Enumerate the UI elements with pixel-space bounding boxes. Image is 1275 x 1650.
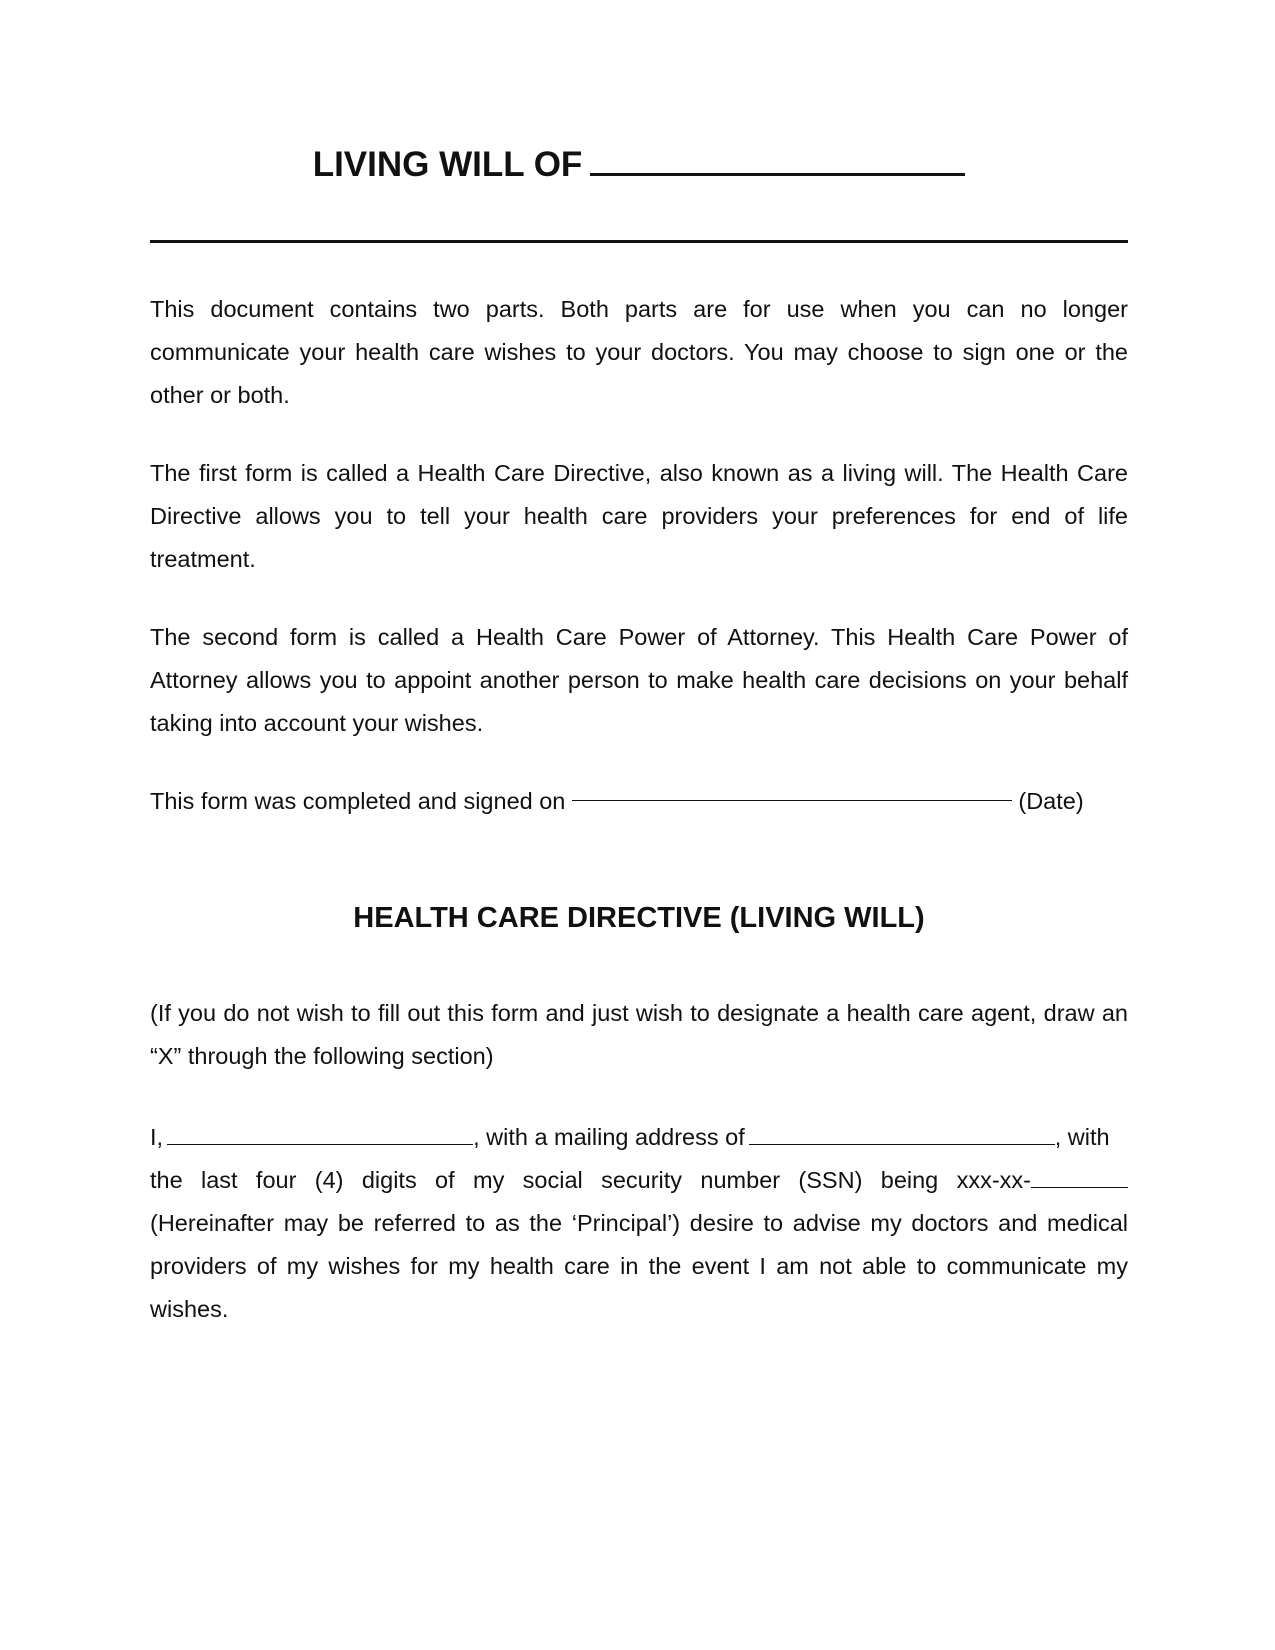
declaration-line-1 xyxy=(150,1116,1128,1159)
signed-date-suffix: (Date) xyxy=(1018,788,1084,814)
intro-paragraph-3: The second form is called a Health Care Power of Attorney. This Health Care Power of Attorney allows you to appoint another person to make health care decisions on your behalf taking into account your wishes. xyxy=(150,624,1128,736)
ssn-last-four-blank[interactable] xyxy=(1031,1167,1128,1188)
section-heading: HEALTH CARE DIRECTIVE (LIVING WILL) xyxy=(353,902,925,934)
intro-paragraph-1: This document contains two parts. Both parts are for use when you can no longer communicate your health care wishes to your doctors. You may choose to sign one or the other or both. xyxy=(150,296,1128,408)
declaration-i: I, xyxy=(150,1124,164,1150)
ssn-text: the last four (4) digits of my social security number (SSN) being xxx-xx- xyxy=(150,1167,1031,1193)
declaration-with: , with xyxy=(1054,1124,1110,1150)
signed-date-line xyxy=(150,780,1128,823)
document-title xyxy=(150,145,1128,185)
principal-name-blank[interactable] xyxy=(167,1124,473,1145)
document-title-text: LIVING WILL OF xyxy=(312,145,583,184)
title-divider xyxy=(150,240,1128,243)
intro-paragraph-2: The first form is called a Health Care Directive, also known as a living will. The Health Care Directive allows you to tell your health care providers your preferences for end of life treatment. xyxy=(150,460,1128,572)
principal-declaration xyxy=(150,1116,1128,1331)
directive-note: (If you do not wish to fill out this form and just wish to designate a health care agent, draw an “X” through the following section) xyxy=(150,1000,1128,1069)
declaration-line-2 xyxy=(150,1159,1128,1202)
date-blank[interactable] xyxy=(572,780,1012,801)
signed-date-prefix: This form was completed and signed on xyxy=(150,788,566,814)
declaration-rest: (Hereinafter may be referred to as the ‘Principal’) desire to advise my doctors and medical providers of my wishes for my health care in the event I am not able to communicate my wishes. xyxy=(150,1210,1128,1322)
declaration-address-label: , with a mailing address of xyxy=(473,1124,745,1150)
name-blank[interactable] xyxy=(590,145,965,176)
mailing-address-blank[interactable] xyxy=(749,1124,1055,1145)
